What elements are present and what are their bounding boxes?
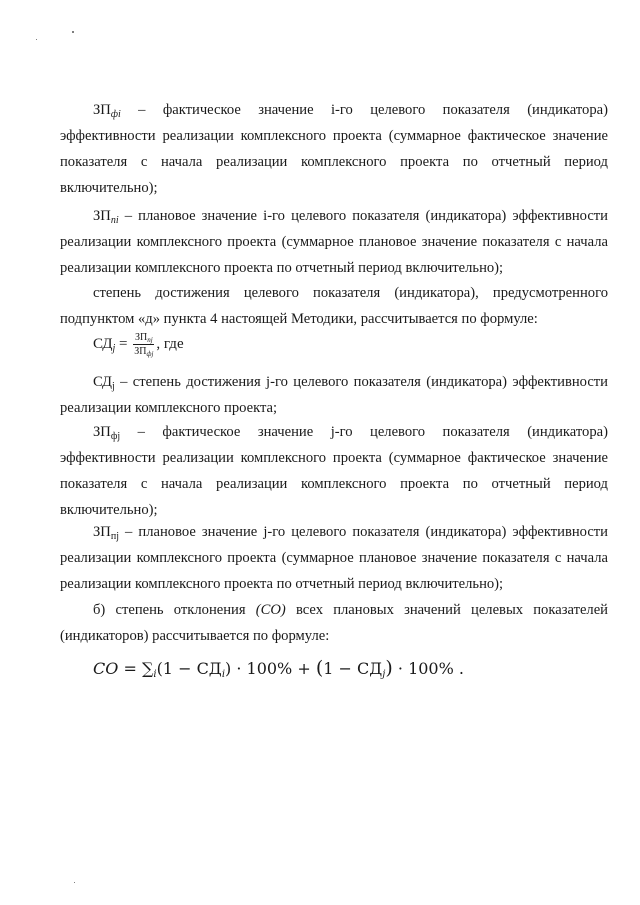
paragraph-text: – степень достижения j-го целевого показателя (индикатора) эффективности реализации комплексного проекта; (60, 374, 608, 416)
part2-subscript: j (382, 669, 386, 680)
formula-fraction (133, 332, 154, 357)
symbol-zp: ЗП (93, 102, 111, 118)
paragraph-text: степень отклонения (105, 602, 256, 618)
paragraph-zp-pj (60, 519, 608, 597)
paren-open: ( (315, 657, 324, 679)
symbol-subscript: пj (110, 531, 119, 542)
paragraph-text: – фактическое значение i-го целевого показателя (индикатора) эффективности реализации комплексного проекта (суммарное фактическое значение показателя с начала реализации комплексного проекта по отчетный период включительно); (60, 102, 608, 196)
paragraph-text: – плановое значение j-го целевого показателя (индикатора) эффективности реализации комплексного проекта (суммарное плановое значение показателя с начала реализации комплексного проекта по отчетный период включительно); (60, 524, 608, 592)
fraction-denominator (133, 345, 154, 357)
paren-close: ) (385, 657, 393, 679)
formula-tail: , где (156, 335, 184, 352)
scan-speck (36, 39, 37, 40)
paragraph-sd-j (60, 369, 608, 421)
symbol-subscript: пi (110, 215, 119, 226)
formula-lhs: СД (93, 335, 113, 352)
symbol-subscript: фj (110, 431, 121, 442)
formula-part1: (1 − СД (156, 659, 222, 678)
paragraph-zp-fi (60, 97, 608, 201)
formula-part2-end: · 100% . (392, 659, 464, 678)
scan-speck (74, 882, 75, 883)
paragraph-zp-fj (60, 419, 608, 523)
formula-equals: = (118, 659, 142, 678)
paragraph-text: всех плановых значений целевых показателей (индикаторов) рассчитывается по формуле: (60, 602, 608, 644)
fraction-numerator (133, 332, 154, 345)
formula-equals: = (115, 335, 132, 352)
sum-subscript: i (153, 669, 157, 680)
formula-co-lhs: СО (93, 659, 119, 678)
paragraph-degree-achievement (60, 280, 608, 332)
paragraph-text: – фактическое значение j-го целевого показателя (индикатора) эффективности реализации комплексного проекта (суммарное фактическое значение показателя с начала реализации комплексного проекта по отчетный период включительно); (60, 424, 608, 518)
co-abbrev: (СО) (255, 602, 286, 618)
denominator-symbol: ЗП (134, 346, 147, 357)
part1-subscript: i (221, 669, 226, 680)
denominator-subscript: фj (146, 350, 154, 358)
formula-sd-j (93, 332, 184, 357)
sum-sign: ∑ (141, 659, 154, 678)
symbol-subscript: j (111, 381, 115, 392)
symbol-zp: ЗП (93, 208, 111, 224)
formula-part2: 1 − СД (323, 659, 383, 678)
formula-part1-end: ) · 100% + (225, 659, 316, 678)
item-marker: б) (93, 602, 106, 618)
paragraph-zp-pi (60, 203, 608, 281)
symbol-zp: ЗП (93, 424, 111, 440)
formula-lhs-subscript: j (112, 342, 116, 354)
paragraph-text: – плановое значение i-го целевого показателя (индикатора) эффективности реализации комплексного проекта (суммарное плановое значение показателя с начала реализации комплексного проекта по отчетный период включительно); (60, 208, 608, 276)
numerator-symbol: ЗП (134, 332, 148, 343)
paragraph-text: степень достижения целевого показателя (индикатора), предусмотренного подпунктом «д» пункта 4 настоящей Методики, рассчитывается по формуле: (60, 285, 608, 327)
scan-speck (72, 31, 74, 33)
formula-co (93, 656, 464, 681)
numerator-subscript: пj (147, 336, 153, 344)
symbol-zp: ЗП (93, 524, 111, 540)
paragraph-deviation (60, 597, 608, 649)
symbol-subscript: фi (110, 109, 121, 120)
symbol-sd: СД (93, 374, 112, 390)
